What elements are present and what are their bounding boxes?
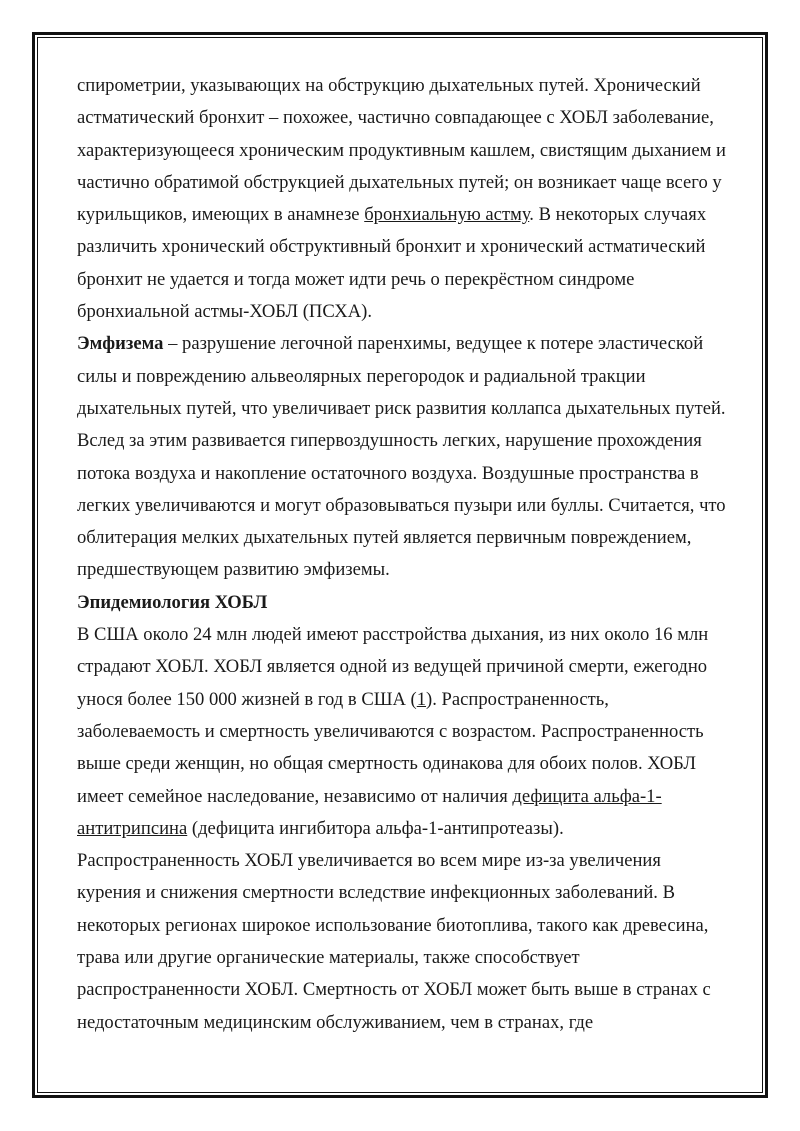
paragraph-text: . В некоторых случаях различить хронический обструктивный бронхит и хронический астматический бронхит не удается и тогда может идти речь о перекрёстном синдроме бронхиальной астмы-ХОБЛ (ПСХА). <box>77 204 707 323</box>
paragraph-text: – разрушение легочной паренхимы, ведущее к потере эластической силы и повреждению альвеолярных перегородок и радиальной тракции дыхательных путей, что увеличивает риск развития коллапса дыхательных путей. Вслед за этим развивается гипервоздушность легких, нарушение прохождения потока воздуха и накопление остаточного воздуха. Воздушные пространства в легких увеличиваются и могут образовываться пузыри или буллы. Считается, что облитерация мелких дыхательных путей является первичным повреждением, предшествующем развитию эмфиземы. <box>77 333 726 581</box>
paragraph-text: спирометрии, указывающих на обструкцию дыхательных путей. Хронический астматический бронхит – похожее, частично совпадающее с ХОБЛ заболевание, характеризующееся хроническим продуктивным кашлем, свистящим дыханием и частично обратимой обструкцией дыхательных путей; он возникает чаще всего у курильщиков, имеющих в анамнезе <box>77 75 726 226</box>
paragraph-chronic-asthmatic-bronchitis <box>77 70 727 328</box>
document-body <box>77 70 727 1039</box>
term-emphysema: Эмфизема <box>77 333 164 355</box>
paragraph-text: В США около 24 млн людей имеют расстройства дыхания, из них около 16 млн страдают ХОБЛ. ХОБЛ является одной из ведущей причиной смерти, ежегодно унося более 150 000 жизней в год в США ( <box>77 624 709 710</box>
paragraph-text: ). Распространенность, заболеваемость и смертность увеличиваются с возрастом. Распространенность выше среди женщин, но общая смертность одинакова для обоих полов. ХОБЛ имеет семейное наследование, независимо от наличия <box>77 688 704 807</box>
section-heading-epidemiology: Эпидемиология ХОБЛ <box>77 591 268 613</box>
paragraph-epidemiology-usa <box>77 619 727 845</box>
paragraph-worldwide-prevalence: Распространенность ХОБЛ увеличивается во всем мире из-за увеличения курения и снижения смертности вследствие инфекционных заболеваний. В некоторых регионах широкое использование биотоплива, такого как древесина, трава или другие органические материалы, также способствует распространенности ХОБЛ. Смертность от ХОБЛ может быть выше в странах с недостаточным медицинским обслуживанием, чем в странах, где <box>77 850 711 1033</box>
link-bronchial-asthma[interactable]: бронхиальную астму <box>364 204 530 226</box>
paragraph-emphysema <box>77 328 727 586</box>
reference-link-1[interactable]: 1 <box>416 688 427 710</box>
link-alpha1-antitrypsin-deficiency[interactable]: дефицита альфа-1-антитрипсина <box>77 785 662 839</box>
paragraph-text: (дефицита ингибитора альфа-1-антипротеазы). <box>187 817 564 839</box>
